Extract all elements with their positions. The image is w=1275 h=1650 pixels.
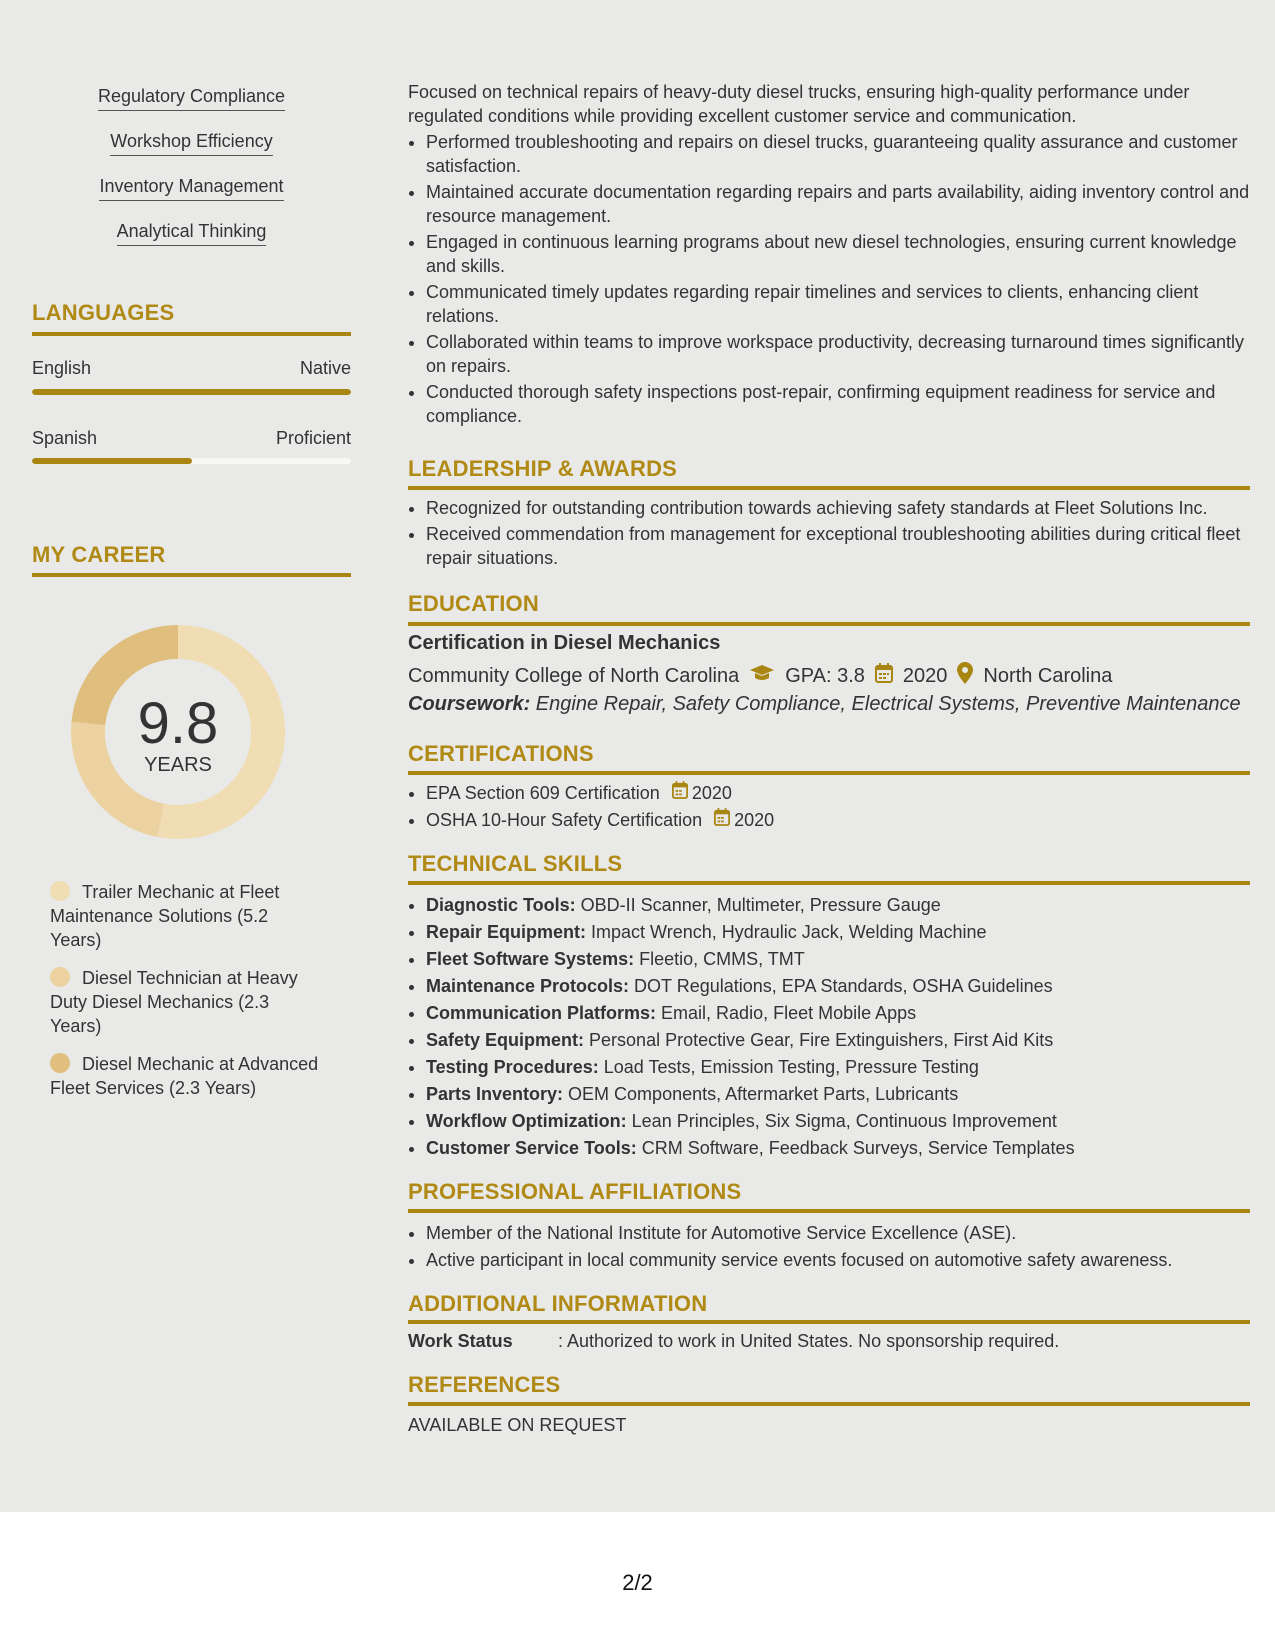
list-item: • Conducted thorough safety inspections post-repair, confirming equipment readiness for service and compliance. xyxy=(426,380,1250,428)
language-bar xyxy=(32,458,351,464)
education-degree: Certification in Diesel Mechanics xyxy=(408,632,721,654)
career-heading: MY CAREER xyxy=(32,542,166,567)
skill-tag: Inventory Management xyxy=(32,176,351,201)
language-bar-fill xyxy=(32,458,192,464)
list-item: • Received commendation from management for exceptional troubleshooting abilities during critical fleet repair situations. xyxy=(426,522,1250,570)
experience-bullets xyxy=(408,130,1250,428)
list-item: • Performed troubleshooting and repairs on diesel trucks, guaranteeing quality assurance and customer satisfaction. xyxy=(426,130,1250,178)
work-status-label: Work Status xyxy=(408,1331,513,1351)
references-heading: REFERENCES xyxy=(408,1372,561,1397)
career-legend-item: Trailer Mechanic at Fleet Maintenance Solutions (5.2 Years) xyxy=(50,882,280,950)
affiliations-heading: PROFESSIONAL AFFILIATIONS xyxy=(408,1179,742,1204)
skill-tag: Regulatory Compliance xyxy=(32,86,351,111)
list-item: • Communicated timely updates regarding repair timelines and services to clients, enhancing client relations. xyxy=(426,280,1250,328)
list-item: • Collaborated within teams to improve workspace productivity, decreasing turnaround times significantly on repairs. xyxy=(426,330,1250,378)
cert-name: • EPA Section 609 Certification xyxy=(426,783,660,803)
work-status-value: : Authorized to work in United States. No sponsorship required. xyxy=(558,1331,1060,1351)
location-pin-icon xyxy=(957,662,973,690)
page-number: 2/2 xyxy=(622,1570,653,1595)
coursework-label: Coursework: xyxy=(408,693,531,715)
section-divider xyxy=(32,332,351,336)
education-year: 2020 xyxy=(902,664,948,687)
affiliations-section xyxy=(408,1220,1250,1274)
list-item: • Maintenance Protocols: DOT Regulations, EPA Standards, OSHA Guidelines xyxy=(426,973,1250,1000)
list-item: • Repair Equipment: Impact Wrench, Hydraulic Jack, Welding Machine xyxy=(426,919,1250,946)
technical-skills-heading: TECHNICAL SKILLS xyxy=(408,851,623,876)
section-divider xyxy=(32,573,351,577)
list-item: • Member of the National Institute for Automotive Service Excellence (ASE). xyxy=(426,1220,1250,1247)
list-item: • Maintained accurate documentation regarding repairs and parts availability, aiding inventory control and resource management. xyxy=(426,180,1250,228)
section-divider xyxy=(408,1402,1250,1406)
references-text: AVAILABLE ON REQUEST xyxy=(408,1415,627,1435)
education-coursework: Coursework: Engine Repair, Safety Compliance, Electrical Systems, Preventive Maintenance xyxy=(408,693,1241,715)
additional-info-heading: ADDITIONAL INFORMATION xyxy=(408,1291,708,1316)
list-item: • Communication Platforms: Email, Radio, Fleet Mobile Apps xyxy=(426,1000,1250,1027)
education-school: Community College of North Carolina xyxy=(408,664,740,687)
career-legend-item: Diesel Mechanic at Advanced Fleet Services (2.3 Years) xyxy=(50,1054,319,1098)
list-item: • Workflow Optimization: Lean Principles, Six Sigma, Continuous Improvement xyxy=(426,1108,1250,1135)
list-item: • Fleet Software Systems: Fleetio, CMMS, TMT xyxy=(426,946,1250,973)
education-heading: EDUCATION xyxy=(408,591,539,616)
list-item: • Parts Inventory: OEM Components, Aftermarket Parts, Lubricants xyxy=(426,1081,1250,1108)
skill-tag: Workshop Efficiency xyxy=(32,131,351,156)
graduation-cap-icon xyxy=(749,664,775,688)
legend-dot xyxy=(50,967,70,987)
cert-year: 2020 xyxy=(734,810,775,830)
calendar-icon xyxy=(714,808,730,832)
certifications-heading: CERTIFICATIONS xyxy=(408,741,594,766)
language-bar-fill xyxy=(32,389,351,395)
section-divider xyxy=(408,881,1250,885)
experience-summary xyxy=(408,80,1250,428)
section-divider xyxy=(408,1209,1250,1213)
leadership-section xyxy=(408,496,1250,570)
education-details xyxy=(408,662,1112,690)
work-status-row xyxy=(408,1331,1059,1352)
section-divider xyxy=(408,771,1250,775)
language-name: Spanish xyxy=(32,428,98,448)
career-total-years: 9.8 xyxy=(137,691,219,756)
calendar-icon xyxy=(672,781,688,805)
section-divider xyxy=(408,1320,1250,1324)
language-row xyxy=(32,428,351,449)
education-gpa: GPA: 3.8 xyxy=(785,664,865,687)
language-bar xyxy=(32,389,351,395)
list-item: • Customer Service Tools: CRM Software, Feedback Surveys, Service Templates xyxy=(426,1135,1250,1162)
section-divider xyxy=(408,622,1250,626)
career-legend-item: Diesel Technician at Heavy Duty Diesel Mechanics (2.3 Years) xyxy=(50,968,298,1036)
certifications-section xyxy=(408,781,1250,832)
language-level: Native xyxy=(299,358,351,378)
list-item: • Engaged in continuous learning programs about new diesel technologies, ensuring current knowledge and skills. xyxy=(426,230,1250,278)
list-item: • Testing Procedures: Load Tests, Emission Testing, Pressure Testing xyxy=(426,1054,1250,1081)
list-item: • Active participant in local community service events focused on automotive safety awareness. xyxy=(426,1247,1250,1274)
list-item: • Safety Equipment: Personal Protective Gear, Fire Extinguishers, First Aid Kits xyxy=(426,1027,1250,1054)
career-total-unit: YEARS xyxy=(144,754,212,776)
technical-skills-section xyxy=(408,892,1250,1162)
section-divider xyxy=(408,486,1250,490)
summary-text: Focused on technical repairs of heavy-duty diesel trucks, ensuring high-quality performance under regulated conditions while providing excellent customer service and communication. xyxy=(408,82,1190,126)
legend-dot xyxy=(50,881,70,901)
language-level: Proficient xyxy=(275,428,351,448)
list-item xyxy=(426,808,1250,832)
list-item xyxy=(426,781,1250,805)
legend-dot xyxy=(50,1053,70,1073)
language-name: English xyxy=(32,358,92,378)
calendar-icon xyxy=(875,663,893,689)
list-item: • Diagnostic Tools: OBD-II Scanner, Multimeter, Pressure Gauge xyxy=(426,892,1250,919)
language-row xyxy=(32,358,351,379)
skill-tag: Analytical Thinking xyxy=(32,221,351,246)
leadership-heading: LEADERSHIP & AWARDS xyxy=(408,456,678,481)
cert-name: • OSHA 10-Hour Safety Certification xyxy=(426,810,703,830)
list-item: • Recognized for outstanding contribution towards achieving safety standards at Fleet Solutions Inc. xyxy=(426,496,1250,520)
education-location: North Carolina xyxy=(983,664,1113,687)
languages-heading: LANGUAGES xyxy=(32,300,175,325)
cert-year: 2020 xyxy=(691,783,732,803)
